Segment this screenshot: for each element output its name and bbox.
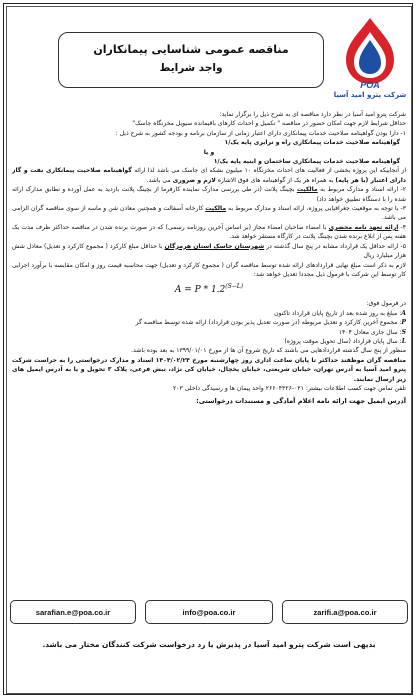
title-box [58, 32, 324, 88]
requirement-1: ۱- دارا بودن گواهینامه صلاحیت خدمات پیمانکاری دارای اعتبار زمانی از سازمان برنامه و بودجه کشور به شرح ذیل : [115, 129, 406, 137]
tender-body [12, 110, 406, 407]
poa-logo [330, 14, 410, 104]
certificate-building: گواهینامه صلاحیت خدمات پیمانکاری ساختمان و ابنیه پایه یک/۱ [213, 158, 400, 166]
or-text: و یا [203, 148, 215, 156]
legend-s: S: سال جاری معادل ۱۴۰۴ [338, 328, 406, 336]
intro-line-1: شرکت پترو امید آسیا در نظر دارد مناقصه ای به شرح ذیل را برگزار نماید: [219, 111, 406, 118]
legend-p: P: مجموع آخرین کارکرد و تعدیل مربوطه (در صورت تعدیل پذیر بودن قرارداد) ارائه شده توسط مناقصه گر [135, 319, 406, 327]
intro-line-2: حداقل شرایط لازم جهت امکان حضور در مناقصه " تکمیل و احداث کارهای باقیمانده سیویل مخزنگاه جاسک" [132, 120, 406, 128]
logo-abbr: POA [360, 80, 380, 90]
email-zarifi[interactable]: zarifi.a@poa.co.ir [282, 600, 408, 624]
requirement-1-note: از آنجاییکه این پروژه بخشی از فعالیت های احداث مخزنگاه ۱۰ میلیون بشکه ای جاسک می باشد لذا ارائه گواهینامه صلاحیت پیمانکاری نفت و گاز دارای اعتبار (با هر پایه) به همراه هر یک از گواهینامه های فوق الاشاره لازم و ضروری می باشد. [12, 167, 407, 184]
contact-phone: تلفن تماس جهت کسب اطلاعات بیشتر: ۰۲۱-۲۶۶۰۴۳۲۶ واحد پیمان ها و رسیدگی داخلی ۲۰۳ [172, 384, 406, 392]
requirement-4: ۴- ارائه تعهد نامه محضری با امضاء صاحبان امضاء مجاز (بر اساس آخرین روزنامه رسمی) که در صورت برنده شدن در مناقصه حداکثر ظرف مدت یک هفته پس از ابلاغ برنده شدن بچینگ پلانت در کارگاه مستقر خواهد شد. [12, 223, 406, 241]
legend-title: در فرمول فوق: [366, 300, 406, 308]
email-row [10, 598, 408, 626]
footer-note: بدیهی است شرکت پترو امید آسیا در پذیرش یا رد درخواست شرکت کنندگان مختار می باشد. [42, 640, 376, 649]
five-years-note: منظور از پنج سال گذشته قراردادهایی می باشند که تاریخ شروع آن ها از مورخ ۱۳۹۹/۰۱/۰۱ به بعد بوده باشد. [131, 347, 406, 355]
legend-l: L: سال پایان قرارداد (سال تحویل موقت پروژه) [284, 337, 406, 345]
logo-caption: شرکت پترو امید آسیا [333, 91, 407, 99]
requirement-5-note: لازم به ذکر است مبلغ نهایی قراردادهای ارائه شده توسط مناقصه گران ( مجموع کارکرد و تعدیل) جهت محاسبه قیمت روز و امکان مقایسه با برآورد اجرایی کار توسط این شرکت با فرمول ذیل مجددا تعدیل خواهد شد: [12, 261, 406, 278]
email-sarafian[interactable]: sarafian.e@poa.co.ir [10, 600, 136, 624]
requirement-2: ۲- ارائه اسناد و مدارک مربوط به مالکیت بچینگ پلانت (در طی بررسی مدارک نماینده کارفرما از بچینگ پلانت بازدید به عمل آورده و تطابق مدارک ارائه شده را با دستگاه تطبیق خواهد داد) [12, 186, 407, 203]
page-title: مناقصه عمومی شناسایی پیمانکاران [93, 43, 289, 56]
email-info[interactable]: info@poa.co.ir [145, 600, 273, 624]
legend-a: A: مبلغ به روز شده بعد از تاریخ پایان قرارداد تاکنون [274, 309, 406, 317]
certificate-road: گواهینامه صلاحیت خدمات پیمانکاری راه و ترابری پایه یک/۱ [224, 139, 400, 147]
requirement-3: ۳- با توجه به موقعیت جغرافیایی پروژه، ارائه اسناد و مدارک مربوط به مالکیت کارخانه آسفالت و همچنین معادن شن و ماسه از سوی مناقصه گران الزامی می باشد. [12, 205, 406, 222]
adjustment-formula: $A = P * 1.2^{(S-L)}$ [174, 283, 244, 296]
requirement-5: ۵- ارائه حداقل یک قرارداد مشابه در پنج سال گذشته در شهرستان جاسک استان هرمزگان با حداقل مبلغ کارکرد ( مجموع کارکرد و تعدیل) معادل شش هزار میلیارد ریال [12, 242, 406, 260]
deadline-date: ۱۴۰۴/۰۲/۲۴ [155, 356, 190, 364]
emails-intro: آدرس ایمیل جهت ارائه نامه اعلام آمادگی و مستندات درخواستی: [196, 397, 406, 406]
deadline-paragraph: مناقصه گران موظفند حداکثر تا پایان ساعت اداری روز چهارشنبه مورخ ۱۴۰۴/۰۲/۲۴ اسناد و مدارک درخواستی را به حراست شرکت پترو امید آسیا به آدرس تهران، خیابان شریعتی، خیابان یخچال، خیابان کی نژاد، نبش فرعی، پلاک ۳ تحویل و یا به آدرس ایمیل های زیر ارسال نمایند. [12, 356, 406, 383]
page-subtitle: واجد شرایط [159, 62, 223, 74]
